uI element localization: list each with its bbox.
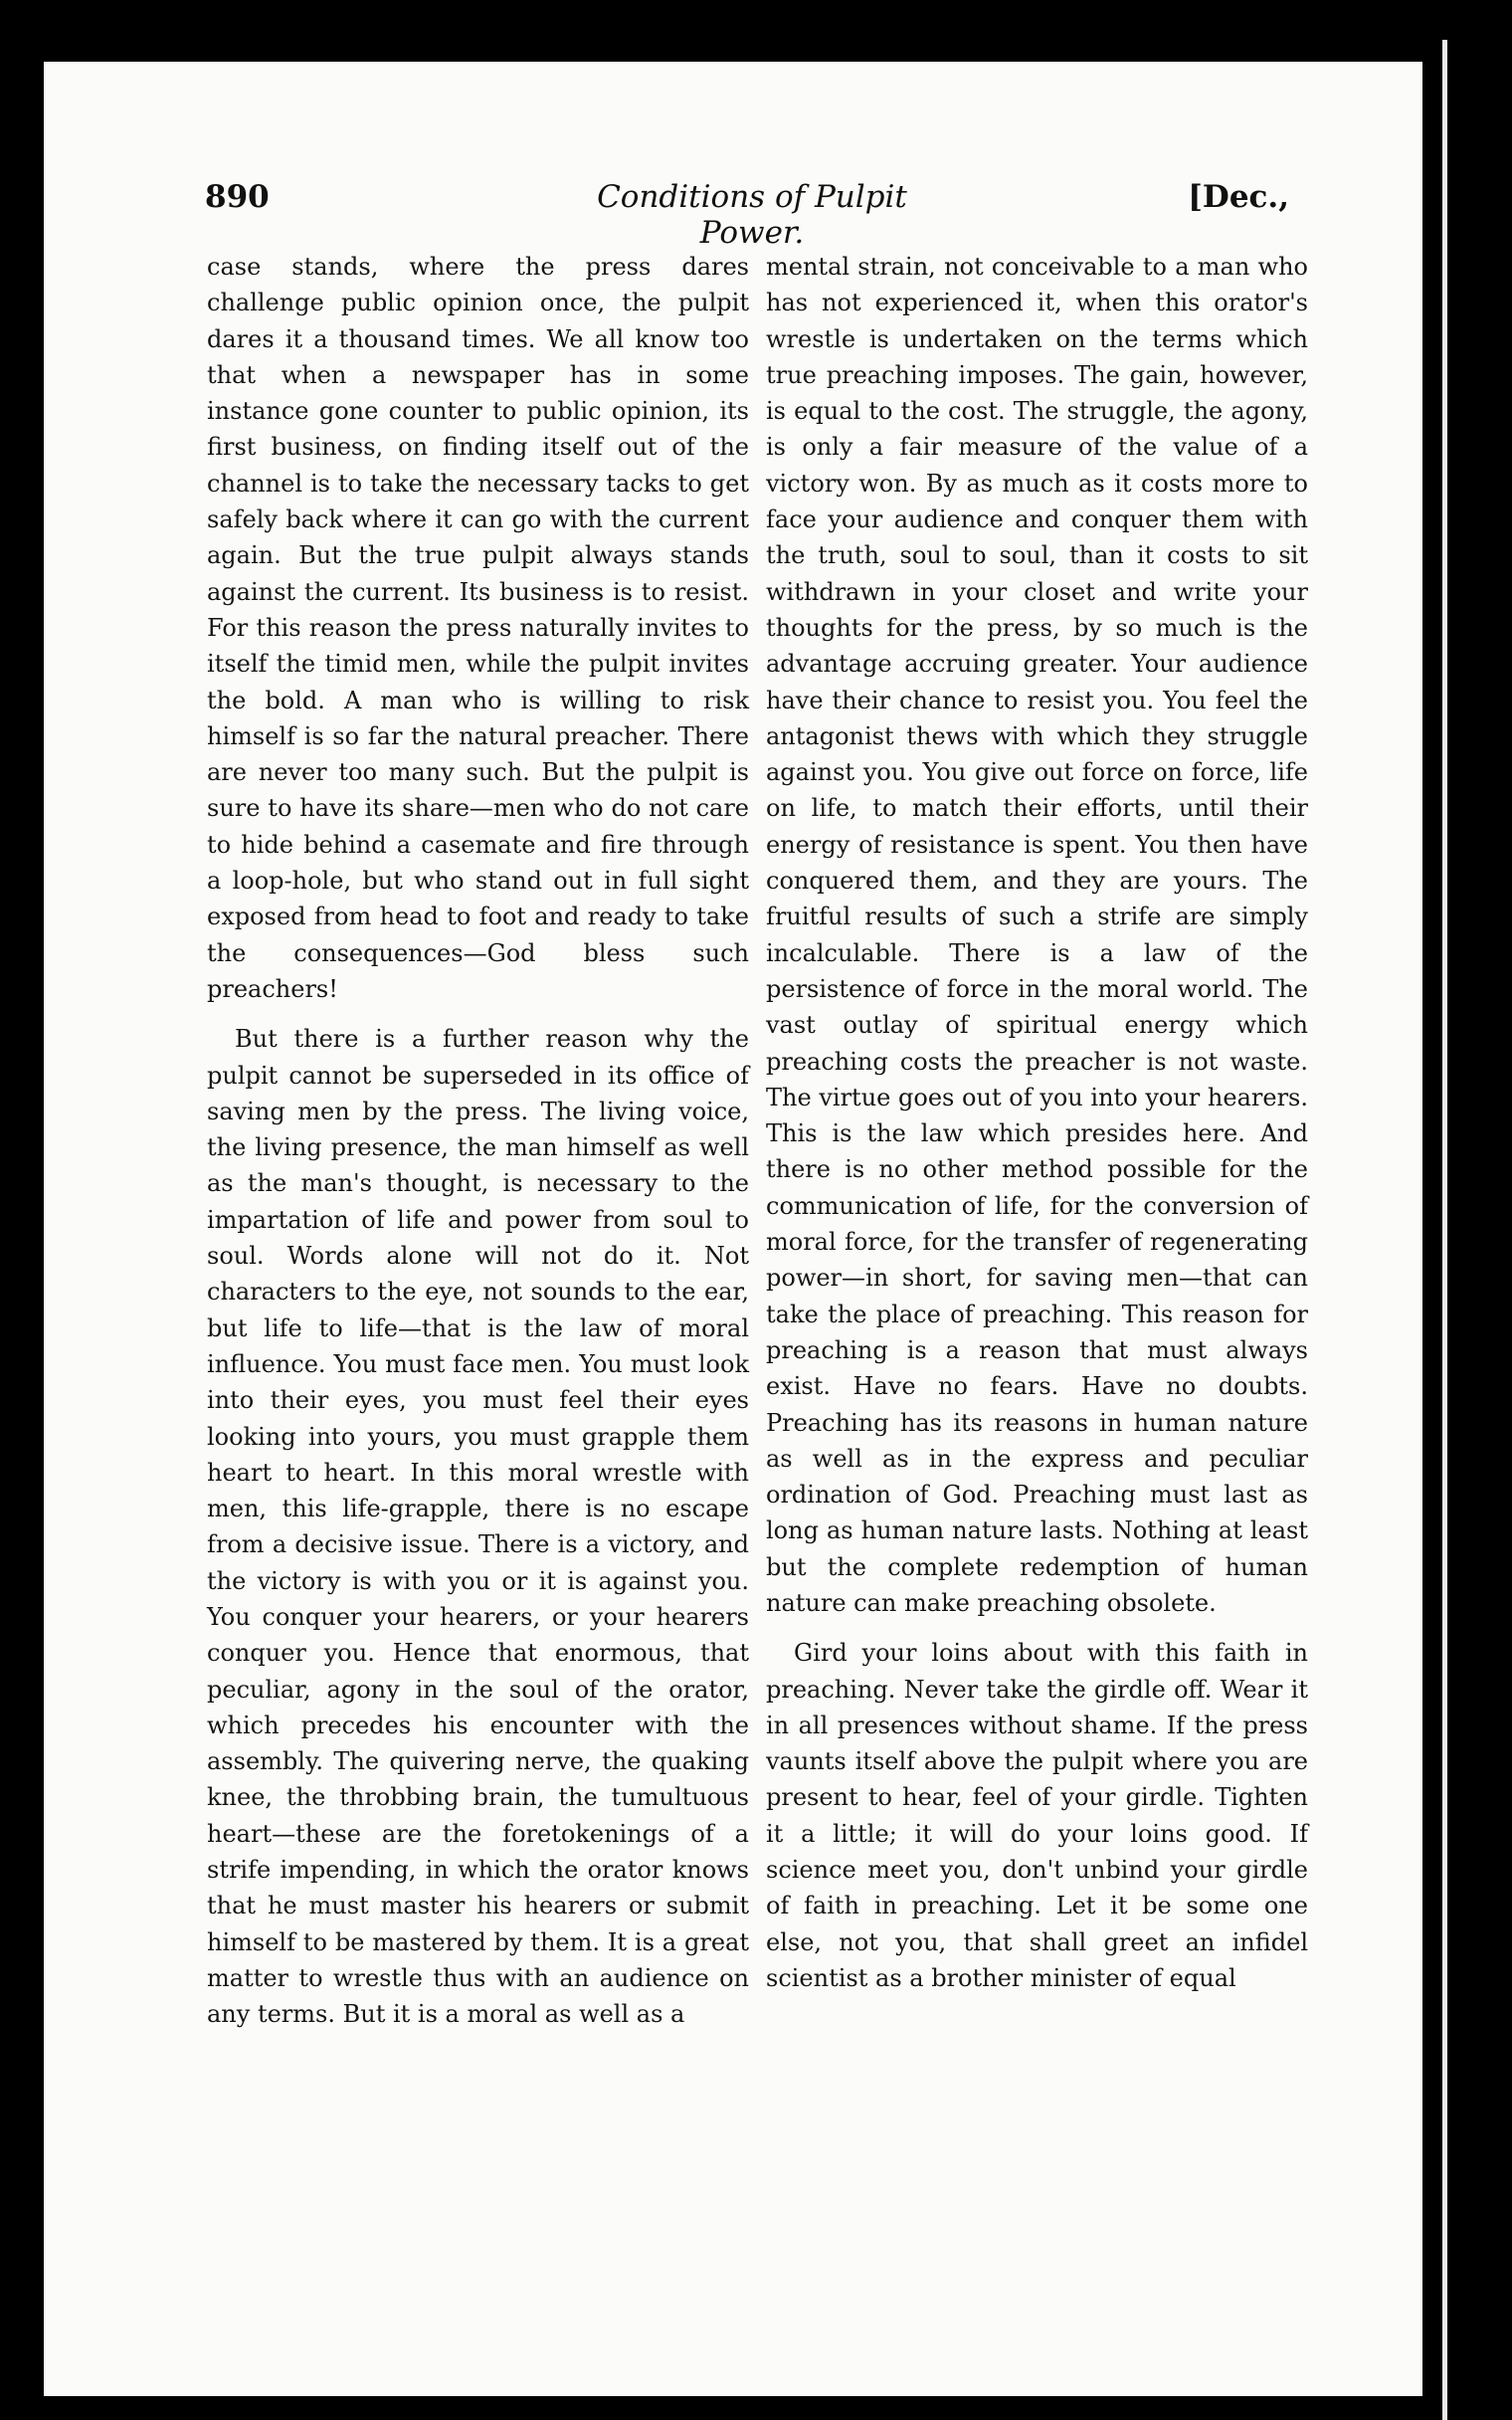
paragraph: Gird your loins about with this faith in preaching. Never take the girdle off. Wear it in all presences without shame. If the press vaunts itself above the pulpit where you are present to hear, feel of your girdle. Tighten it a little; it will do your loins good. If science meet you, don't unbind your girdle of faith in preaching. Let it be some one else, not you, that shall greet an infidel scientist as a brother minister of equal [766,1639,1308,1992]
page-number: 890 [205,179,270,215]
page-header [205,179,1289,251]
paragraph: But there is a further reason why the pulpit cannot be superseded in its office of saving men by the press. The living voice, the living presence, the man himself as well as the man's thought, is necessary to the impartation of life and power from soul to soul. Words alone will not do it. Not characters to the eye, not sounds to the ear, but life to life—that is the law of moral influence. You must face men. You must look into their eyes, you must feel their eyes looking into yours, you must grapple them heart to heart. In this moral wrestle with men, this life-grapple, there is no escape from a decisive issue. There is a victory, and the victory is with you or it is against you. You conquer your hearers, or your hearers conquer you. Hence that enormous, that peculiar, agony in the soul of the orator, which precedes his encounter with the assembly. The quivering nerve, the quaking knee, the throbbing brain, the tumultuous heart—these are the foretokenings of a strife impending, in which the orator knows that he must master his hearers or submit himself to be mastered by them. It is a great matter to wrestle thus with an audience on any terms. But it is a moral as well as a [207,1025,749,2029]
running-title: Conditions of Pulpit Power. [597,179,907,251]
left-column [207,249,749,2033]
paragraph: mental strain, not conceivable to a man who has not experienced it, when this orator's wrestle is undertaken on the terms which true preaching imposes. The gain, however, is equal to the cost. The struggle, the agony, is only a fair measure of the value of a victory won. By as much as it costs more to face your audience and conquer them with the truth, soul to soul, than it costs to sit withdrawn in your closet and write your thoughts for the press, by so much is the advantage accruing greater. Your audience have their chance to resist you. You feel the antagonist thews with which they struggle against you. You give out force on force, life on life, to match their efforts, until their energy of resistance is spent. You then have conquered them, and they are yours. The fruitful results of such a strife are simply incalculable. There is a law of the persistence of force in the moral world. The vast outlay of spiritual energy which preaching costs the preacher is not waste. The virtue goes out of you into your hearers. This is the law which presides here. And there is no other method possible for the communication of life, for the conversion of moral force, for the transfer of regenerating power—in short, for saving men—that can take the place of preaching. This reason for preaching is a reason that must always exist. Have no fears. Have no doubts. Preaching has its reasons in human nature as well as in the express and peculiar ordination of God. Preaching must last as long as human nature lasts. Nothing at least but the complete redemption of human nature can make preaching obsolete. [766,253,1308,1617]
adjacent-page-edge [1442,40,1512,2420]
paragraph: case stands, where the press dares challenge public opinion once, the pulpit dares it a thousand times. We all know too that when a newspaper has in some instance gone counter to public opinion, its first business, on finding itself out of the channel is to take the necessary tacks to get safely back where it can go with the current again. But the true pulpit always stands against the current. Its business is to resist. For this reason the press naturally invites to itself the timid men, while the pulpit invites the bold. A man who is willing to risk himself is so far the natural preacher. There are never too many such. But the pulpit is sure to have its share—men who do not care to hide behind a casemate and fire through a loop-hole, but who stand out in full sight exposed from head to foot and ready to take the consequences—God bless such preachers! [207,253,749,1003]
right-column [766,249,1308,1996]
date-mark: [Dec., [1188,179,1289,215]
